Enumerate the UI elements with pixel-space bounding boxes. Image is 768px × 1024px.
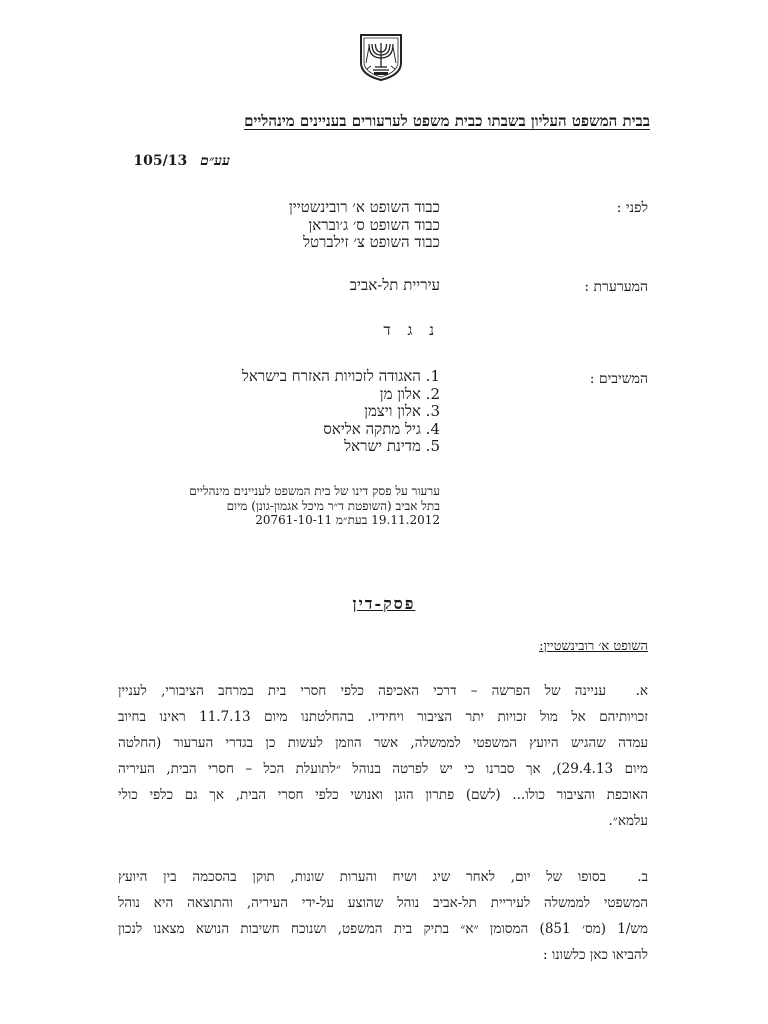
- paragraph-line: ב.בסופו של יום, לאחר שיג ושיח והערות שונות, תוקן בהסכמה בין היועץ: [118, 864, 648, 890]
- paragraph-line: האוכפת והציבור כולו... (לשם) פתרון הוגן ואנושי כלפי חסרי הבית, אך גם כלפי כולי: [118, 787, 648, 803]
- respondent-item: 1. האגודה לזכויות האזרח בישראל: [241, 367, 440, 385]
- court-title: בבית המשפט העליון בשבתו כבית משפט לערעורים בעניינים מינהליים: [244, 112, 650, 130]
- respondent-item: 2. אלון מן: [379, 384, 440, 403]
- paragraph-line: א.עניינה של הפרשה – דרכי האכיפה כלפי חסרי בית במרחב הציבורי, לעניין: [118, 678, 648, 704]
- case-number-line: [133, 153, 230, 170]
- respondent-item: 5. מדינת ישראל: [344, 437, 440, 455]
- paragraph-line: מש/1 (מס׳ 851) המסומן ״א״ בתיק בית המשפט, ושנוכח חשיבות הנושא מצאנו לנכון: [118, 921, 648, 937]
- appeal-note-line: בתל אביב (השופטת ד״ר מיכל אגמון-גונן) מיום: [226, 498, 440, 513]
- respondents-list: [242, 368, 440, 456]
- paragraph-line: מיום 29.4.13), אך סברנו כי יש לפרטה בנוהל ״לתועלת הכל – חסרי הבית, העיריה: [118, 761, 648, 777]
- judge-name: כבוד השופט ס׳ ג׳ובראן: [308, 215, 440, 234]
- paragraph-number: ב.: [637, 869, 648, 885]
- versus-label: נ ג ד: [383, 321, 440, 339]
- ruling-paragraph: [118, 678, 648, 834]
- appeal-note: [110, 484, 440, 528]
- paragraph-line: עלמא״.: [608, 813, 648, 829]
- judge-name: כבוד השופט צ׳ זילברטל: [302, 233, 440, 251]
- paragraph-number: א.: [635, 683, 648, 699]
- appellant-label: המערערת :: [584, 279, 648, 295]
- state-emblem-icon: [356, 33, 406, 81]
- case-type-label: עע״ם: [200, 153, 230, 169]
- respondent-item: 4. גיל מתקה אליאס: [323, 419, 440, 438]
- ruling-title: פסק-דין: [352, 594, 416, 613]
- respondents-label: המשיבים :: [589, 371, 648, 387]
- paragraph-line: להביאו כאן כלשונו :: [542, 947, 648, 963]
- judge-name: כבוד השופט א׳ רובינשטיין: [288, 198, 440, 216]
- judge-heading: השופט א׳ רובינשטיין:: [539, 639, 648, 654]
- before-label: לפני :: [616, 200, 648, 216]
- appellant-name: עיריית תל-אביב: [349, 276, 440, 294]
- ruling-paragraph: [118, 864, 648, 968]
- appeal-note-line: 19.11.2012 בעת״מ 20761-10-11: [255, 513, 440, 527]
- paragraph-line: המשפטי לממשלה לעיריית תל-אביב נוהל שהוצע על-ידי העיריה, והתוצאה היא נוהל: [118, 895, 648, 911]
- appeal-note-line: ערעור על פסק דינו של בית המשפט לעניינים מינהליים: [189, 484, 440, 498]
- case-number: 105/13: [133, 153, 188, 169]
- paragraph-line: זכויותיהם אל מול זכויות יתר הציבור ויחידיו. בהחלטתנו מיום 11.7.13 ראינו בחיוב: [118, 709, 648, 725]
- respondent-item: 3. אלון ויצמן: [364, 402, 440, 420]
- judges-list: [289, 199, 440, 252]
- paragraph-line: עמדה שהגיש היועץ המשפטי לממשלה, אשר הוזמן לעשות כן בגדרי הערעור (החלטה: [118, 735, 648, 751]
